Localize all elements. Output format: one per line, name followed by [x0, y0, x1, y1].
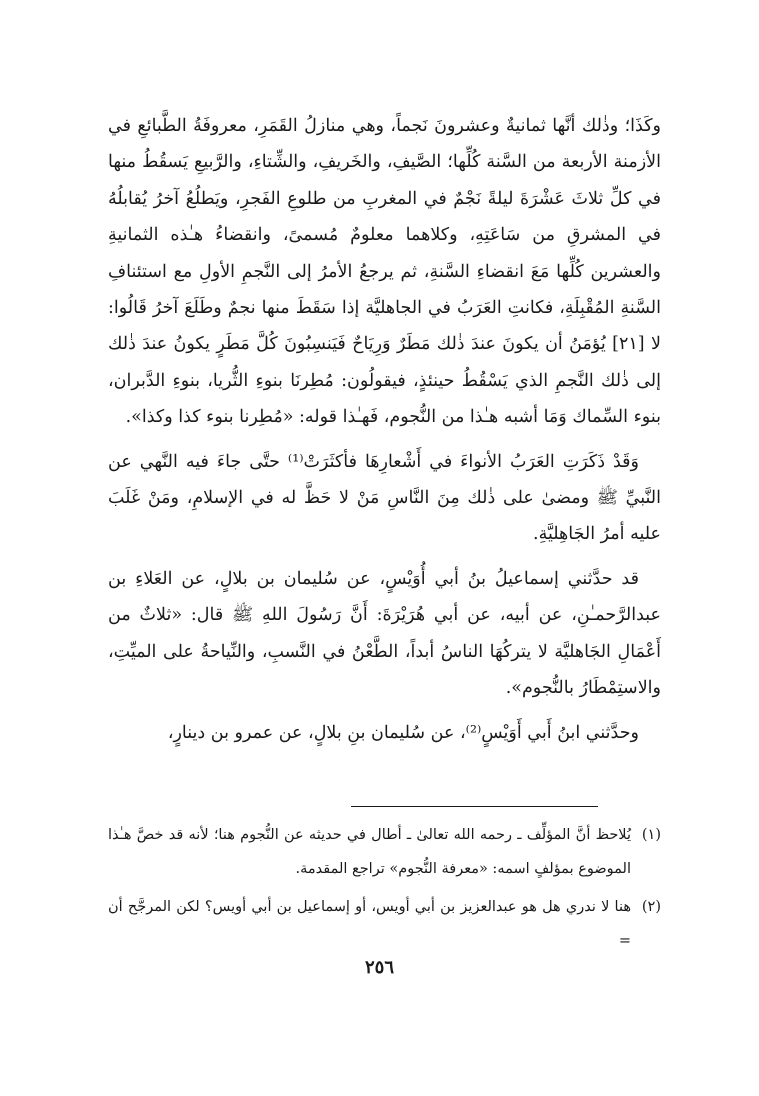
footnote-number: (٢): [641, 899, 661, 915]
footnote: [108, 890, 661, 958]
main-text-block: [108, 108, 661, 751]
footnote-text: يُلاحظ أنَّ المؤلِّف ـ رحمه الله تعالىٰ ـ أطال في حديثه عن النُّجوم هنا؛ لأنه قد خصَّ هـٰذا الموضوع بمؤلفٍ اسمه: «معرفة النُّجوم» تراجع المقدمة.: [108, 827, 631, 877]
footnote-separator: [351, 806, 598, 807]
paragraph-second-narration: وحدَّثني ابنُ أَبي أَوَيْسٍ⁽²⁾، عن سُليمان بنِ بلالٍ، عن عمرو بن دينارٍ،: [167, 722, 639, 743]
footnote-text: هنا لا ندري هل هو عبدالعزيز بن أبي أويس، أو إسماعيل بن أبي أويس؟ لكن المرجَّح أن =: [108, 899, 631, 949]
paragraph-hadith-narration: قد حدَّثني إسماعيلُ بنُ أبي أُوَيْسٍ، عن سُليمان بن بلالٍ، عن العَلاءِ بن عبدالرَّحمـٰنِ، عن أبيه، عن أبي هُرَيْرَةَ: أَنَّ رَسُولَ اللهِ ﷺ قال: «ثلاثٌ من أَعْمَالِ الجَاهليَّة لا يتركُهَا الناسُ أبداً، الطَّعْنُ في النَّسبِ، والنِّياحةُ على الميِّتِ، والاستِمْطَارُ بالنُّجوم».: [108, 568, 661, 699]
paragraph-arab-poetry: وَقَدْ ذَكَرَتِ العَرَبُ الأنواءَ في أَشْعارِهَا فأكثَرَتْ⁽¹⁾ حتَّى جاءَ فيه النَّهي عن النَّبيِّ ﷺ ومضىٰ على ذٰلك مِنَ النَّاسِ مَنْ لا حَظَّ له في الإسلامِ، ومَنْ غَلَبَ عليه أمرُ الجَاهِليَّةِ.: [108, 451, 661, 545]
page-number: ٢٥٦: [364, 957, 394, 978]
paragraph-anwa-explanation: وكَذَا؛ وذٰلك أنَّها ثمانيةٌ وعشرونَ نَجماً، وهي منازلُ القَمَرِ، معروفَةُ الطَّبائعِ في الأزمنة الأربعة من السَّنة كُلِّها؛ الصَّيفِ، والخَريفِ، والشِّتاءِ، والرَّبيعِ يَسقُطُ منها في كلِّ ثلاثَ عَشْرَةَ ليلةً نَجْمٌ في المغربِ من طلوعِ الفَجرِ، ويَطلُعُ آخرُ يُقابلُهُ في المشرقِ من سَاعَتِهِ، وكلاهما معلومٌ مُسمىً، وانقضاءُ هـٰذه الثمانيةِ والعشرين كُلِّها مَعَ انقضاءِ السَّنةِ، ثم يرجعُ الأمرُ إلى النَّجمِ الأولِ مع استئنافِ السَّنةِ المُقْبِلَةِ، فكانتِ العَرَبُ في الجاهليَّة إذا سَقَطَ منها نجمٌ وطَلَعَ آخرُ قَالُوا: لا [٢١] يُؤمَنُ أن يكونَ عندَ ذٰلك مَطَرٌ وَرِيَاحٌ فَيَنسِبُونَ كُلَّ مَطَرٍ يكونُ عندَ ذٰلك إلى ذٰلك النَّجمِ الذي يَسْقُطُ حينئذٍ، فيقولُون: مُطِرنَا بنوءِ الثُّريا، بنوءِ الدَّبران، بنوء السِّماك وَمَا أشبه هـٰذا من النُّجوم، فَهـٰذا قوله: «مُطِرنا بنوء كذا وكذا».: [108, 116, 661, 428]
footnote: [108, 818, 661, 886]
footnote-number: (١): [641, 827, 661, 843]
footnotes-block: [108, 818, 661, 958]
